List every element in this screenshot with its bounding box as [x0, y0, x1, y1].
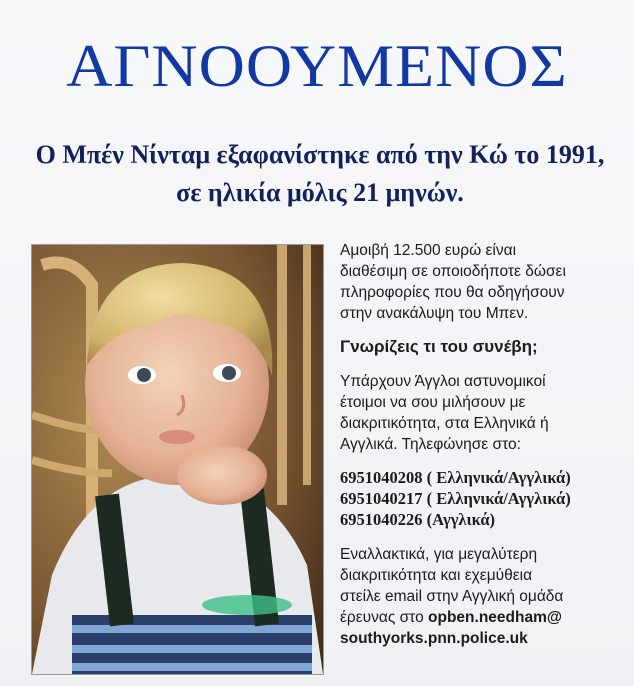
- info-panel: [340, 240, 630, 649]
- phone-list: [340, 467, 630, 530]
- officers-text: Υπάρχουν Άγγλοι αστυνομικοί έτοιμοι να σου μιλήσουν με διακριτικότητα, στα Ελληνικά ή Αγγλικά. Τηλεφώνησε στο:: [340, 373, 549, 453]
- email-address-part2: southyorks.pnn.police.uk: [340, 630, 528, 647]
- poster-subtitle: Ο Μπέν Νίνταμ εξαφανίστηκε από την Κώ το 1991, σε ηλικία μόλις 21 μηνών.: [35, 140, 605, 207]
- email-intro-text: Εναλλακτικά, για μεγαλύτερη διακριτικότητα και εχεμύθεια στείλε email στην Αγγλική ομάδα έρευνας στο: [340, 546, 564, 626]
- child-photo-illustration: [32, 245, 323, 674]
- phone-number: 6951040217 ( Ελληνικά/Αγγλικά): [340, 489, 571, 508]
- email-address-part1: opben.needham@: [428, 609, 562, 626]
- phone-number: 6951040226 (Αγγλικά): [340, 510, 496, 529]
- phone-number: 6951040208 ( Ελληνικά/Αγγλικά): [340, 468, 571, 487]
- reward-text: Αμοιβή 12.500 ευρώ είναι διαθέσιμη σε οποιοδήποτε δώσει πληροφορίες που θα οδηγήσουν στην ανακάλυψη του Μπεν.: [340, 242, 566, 322]
- email-paragraph: [340, 544, 630, 649]
- poster-title: ΑΓΝΟΟΥΜΕΝΟΣ: [66, 31, 568, 100]
- child-photo: [31, 244, 324, 675]
- question-heading: Γνωρίζεις τι του συνέβη;: [340, 337, 538, 356]
